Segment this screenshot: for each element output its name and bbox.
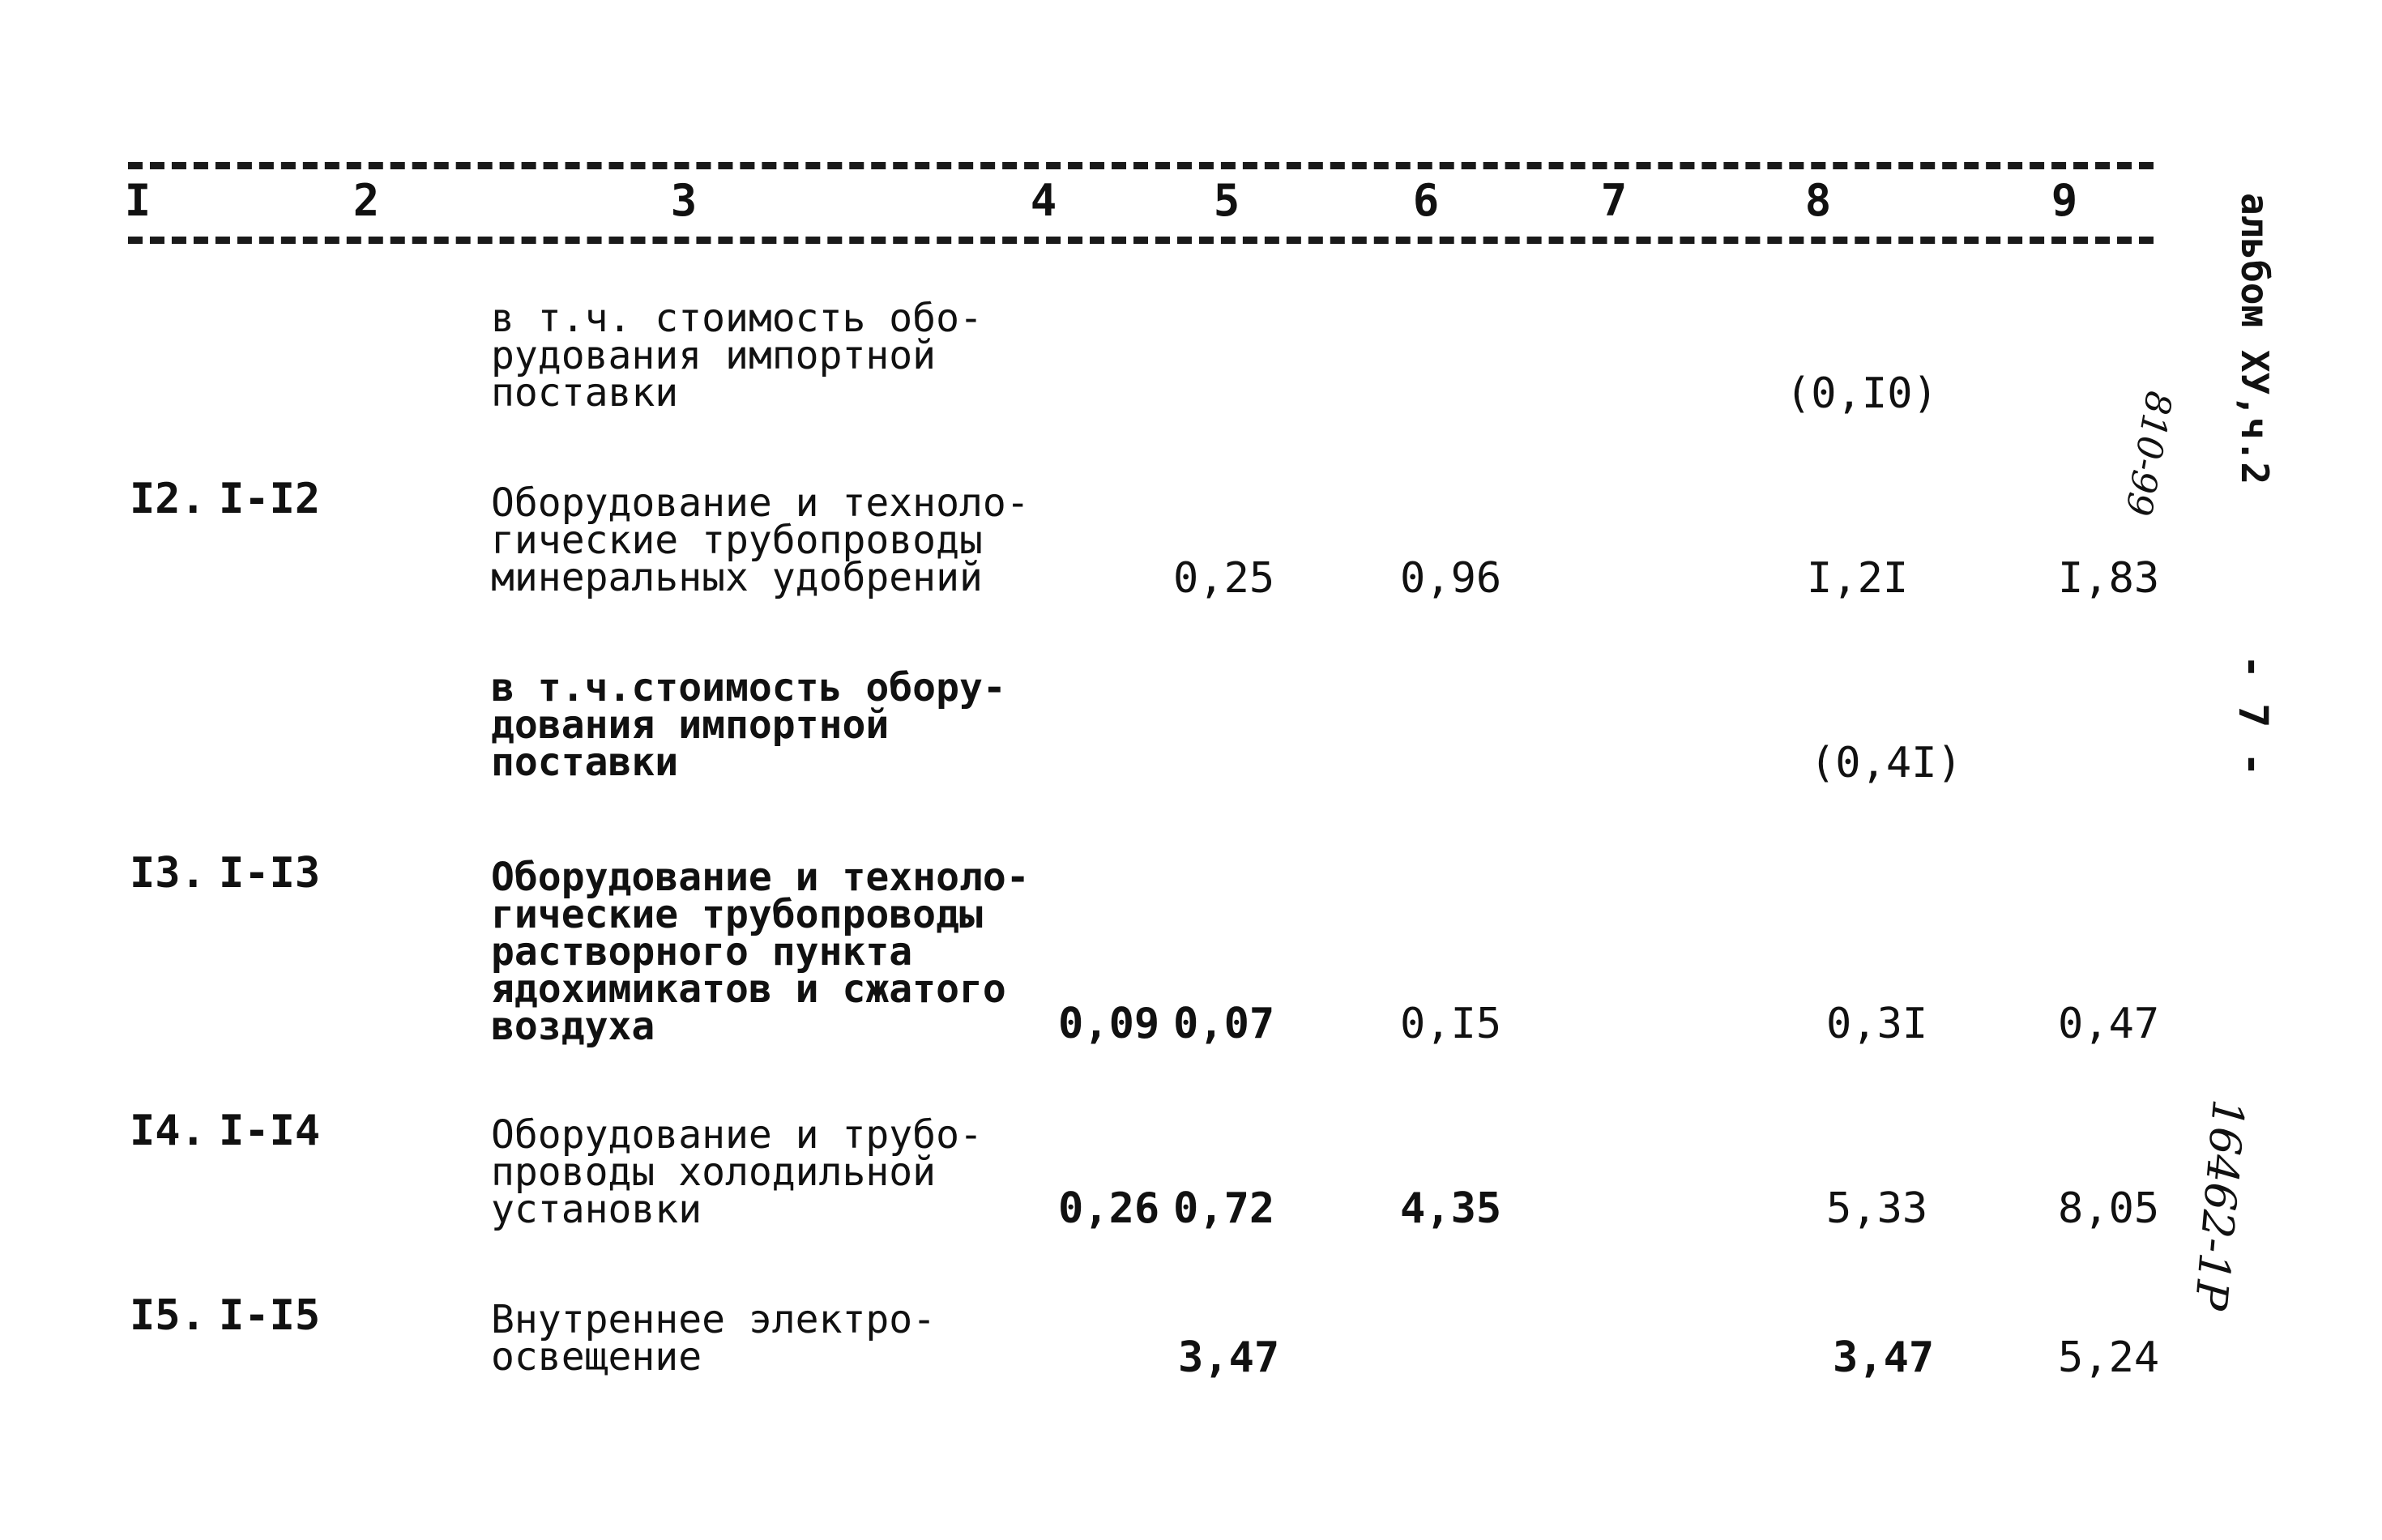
header-bottom-rule [128, 237, 2154, 244]
row-2-description: в т.ч.стоимость обору- дования импортной поставки [491, 665, 1006, 785]
row-5-col9: 5,24 [2058, 1333, 2160, 1382]
header-top-rule [128, 162, 2154, 169]
row-0-col8: (0,I0) [1786, 369, 1938, 418]
row-3-col8: 0,3I [1826, 1000, 1928, 1048]
row-2-col8: (0,4I) [1810, 739, 1962, 787]
row-1-col6: 0,96 [1400, 554, 1502, 603]
page-number: - 7 - [2230, 655, 2277, 777]
row-4-description: Оборудование и трубо- проводы холодильной установки [491, 1112, 983, 1232]
row-1-col5: 0,25 [1173, 554, 1275, 603]
row-3-description: Оборудование и техноло- гические трубопроводы растворного пункта ядохимикатов и сжатого воздуха [491, 855, 1030, 1049]
column-header-3: 3 [670, 175, 698, 226]
row-1-code: I-I2 [219, 475, 321, 523]
column-header-9: 9 [2051, 175, 2078, 226]
handwritten-reference: 16462-1Р [2184, 1097, 2254, 1312]
row-5-col5: 3,47 [1178, 1333, 1280, 1382]
column-header-6: 6 [1412, 175, 1440, 226]
handwritten-code: 810-99 [2116, 388, 2179, 519]
column-header-8: 8 [1804, 175, 1832, 226]
row-3-col6: 0,I5 [1400, 1000, 1502, 1048]
row-3-col9: 0,47 [2058, 1000, 2160, 1048]
row-5-description: Внутреннее электро- освещение [491, 1297, 937, 1380]
row-5-code: I-I5 [219, 1291, 321, 1340]
row-3-col4: 0,09 [1058, 1000, 1160, 1048]
row-4-col8: 5,33 [1826, 1184, 1928, 1233]
row-3-col5: 0,07 [1173, 1000, 1275, 1048]
row-4-col5: 0,72 [1173, 1184, 1275, 1233]
row-3-number: I3. [130, 849, 206, 898]
row-5-col8: 3,47 [1833, 1333, 1935, 1382]
row-1-col9: I,83 [2058, 554, 2160, 603]
column-header-7: 7 [1600, 175, 1628, 226]
row-5-number: I5. [130, 1291, 206, 1340]
album-label: альбом XУ,ч.2 [2233, 193, 2277, 485]
row-3-code: I-I3 [219, 849, 321, 898]
row-4-col6: 4,35 [1400, 1184, 1502, 1233]
column-header-1: I [124, 175, 152, 226]
column-header-5: 5 [1213, 175, 1240, 226]
row-4-number: I4. [130, 1107, 206, 1155]
row-1-description: Оборудование и техноло- гические трубопроводы минеральных удобрений [491, 480, 1030, 600]
row-1-number: I2. [130, 475, 206, 523]
row-1-col8: I,2I [1807, 554, 1909, 603]
row-4-code: I-I4 [219, 1107, 321, 1155]
column-header-2: 2 [352, 175, 380, 226]
column-header-4: 4 [1030, 175, 1057, 226]
row-4-col4: 0,26 [1058, 1184, 1160, 1233]
row-4-col9: 8,05 [2058, 1184, 2160, 1233]
row-0-description: в т.ч. стоимость обо- рудования импортной поставки [491, 296, 983, 416]
